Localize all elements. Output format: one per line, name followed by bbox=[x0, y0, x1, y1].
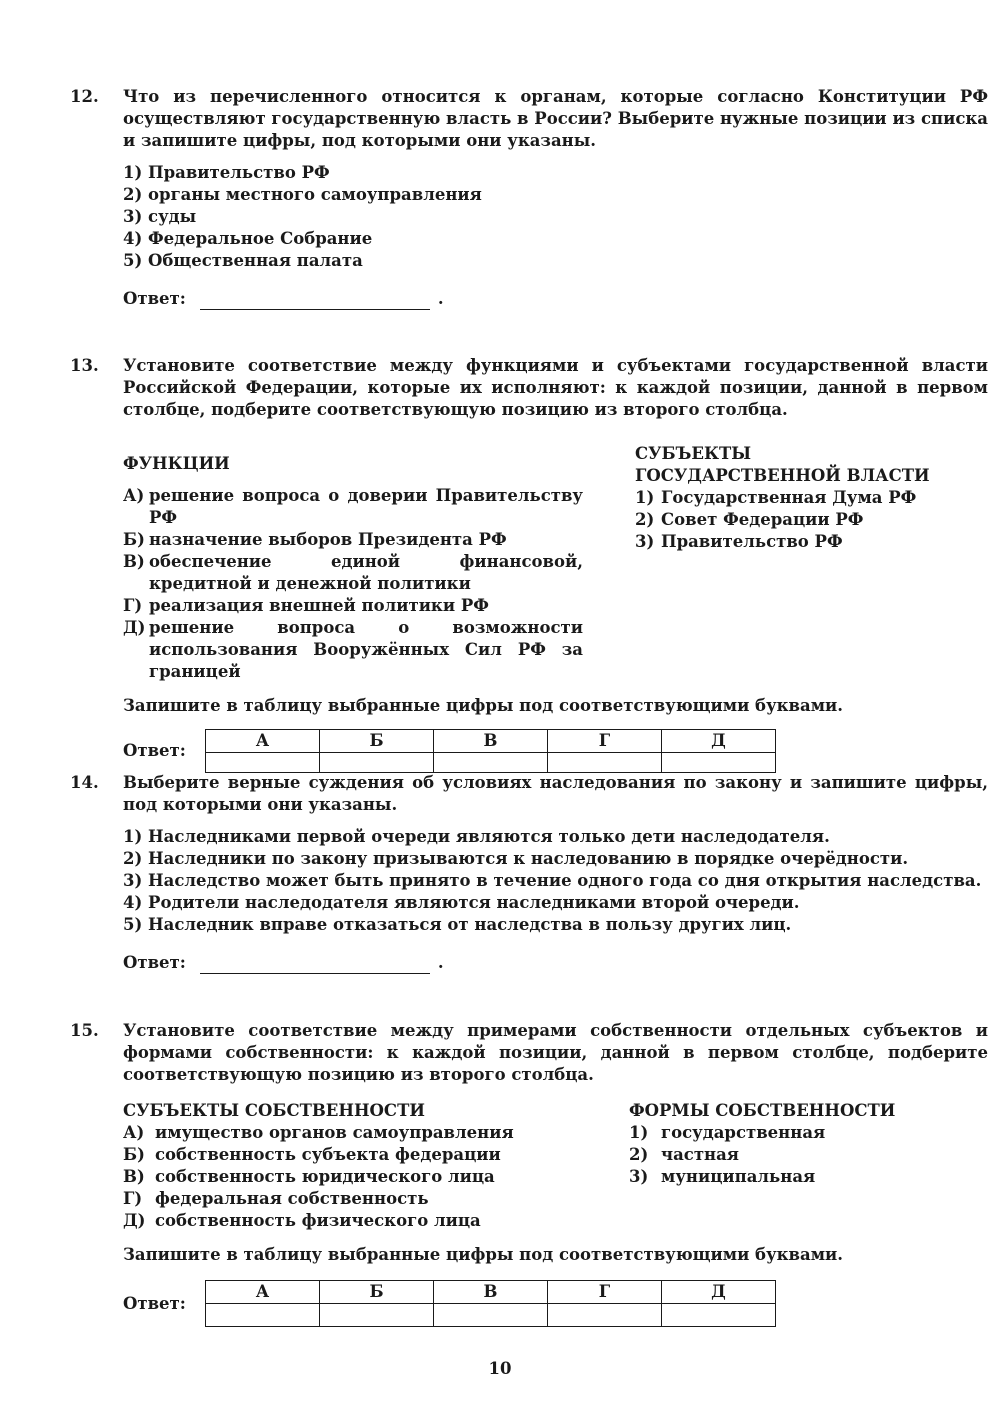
item-text: реализация внешней политики РФ bbox=[149, 596, 489, 615]
item-key: 1) bbox=[635, 488, 655, 507]
item-text: Совет Федерации РФ bbox=[661, 510, 864, 529]
item-text: решение вопроса о возможности использования Вооружённых Сил РФ за границей bbox=[149, 618, 583, 681]
item-key: 2) bbox=[635, 510, 655, 529]
option-item: 3) Наследство может быть принято в течение одного года со дня открытия наследства. bbox=[123, 871, 982, 890]
answer-cell[interactable] bbox=[320, 1304, 434, 1327]
options-list bbox=[123, 162, 988, 272]
table-instruction: Запишите в таблицу выбранные цифры под соответствующими буквами. bbox=[123, 1245, 844, 1264]
answer-cell[interactable] bbox=[434, 1304, 548, 1327]
option-item: 3) суды bbox=[123, 207, 197, 226]
answer-cell[interactable] bbox=[320, 753, 434, 773]
answer-field[interactable] bbox=[200, 291, 430, 310]
task-number: 13. bbox=[70, 356, 99, 375]
column-heading-property-forms: ФОРМЫ СОБСТВЕННОСТИ bbox=[629, 1101, 896, 1120]
task-stem: Что из перечисленного относится к органам, которые согласно Конституции РФ осуществляют государственную власть в России? Выберите нужные позиции из списка и запишите цифры, под которыми они указаны. bbox=[123, 87, 988, 150]
answer-cell[interactable] bbox=[206, 753, 320, 773]
column-heading-subjects: СУБЪЕКТЫ ГОСУДАРСТВЕННОЙ ВЛАСТИ bbox=[635, 444, 930, 485]
column-heading-functions: ФУНКЦИИ bbox=[123, 454, 230, 473]
answer-table-header: Г bbox=[548, 1281, 662, 1304]
answer-cell[interactable] bbox=[548, 1304, 662, 1327]
answer-cell[interactable] bbox=[206, 1304, 320, 1327]
answer-cell[interactable] bbox=[548, 753, 662, 773]
item-text: государственная bbox=[661, 1123, 826, 1142]
item-text: Правительство РФ bbox=[661, 532, 843, 551]
item-key: Г) bbox=[123, 596, 143, 615]
option-item: 5) Общественная палата bbox=[123, 251, 363, 270]
item-key: В) bbox=[123, 1167, 145, 1186]
option-item: 2) Наследники по закону призываются к наследованию в порядке очерёдности. bbox=[123, 849, 909, 868]
answer-table-header: А bbox=[206, 1281, 320, 1304]
answer-label: Ответ: bbox=[123, 953, 186, 972]
answer-table-header: В bbox=[434, 1281, 548, 1304]
options-list bbox=[123, 826, 988, 936]
answer-table-header: Б bbox=[320, 1281, 434, 1304]
table-instruction: Запишите в таблицу выбранные цифры под соответствующими буквами. bbox=[123, 696, 844, 715]
page-number: 10 bbox=[488, 1359, 512, 1378]
answer-table bbox=[205, 729, 776, 773]
item-text: имущество органов самоуправления bbox=[155, 1123, 514, 1142]
answer-table-header: Д bbox=[662, 1281, 776, 1304]
answer-table-header: Д bbox=[662, 730, 776, 753]
task-stem: Установите соответствие между примерами собственности отдельных субъектов и формами собственности: к каждой позиции, данной в первом столбце, подберите соответствующую позицию из второго столбца. bbox=[123, 1021, 988, 1084]
task-number: 12. bbox=[70, 87, 99, 106]
item-key: Д) bbox=[123, 618, 146, 637]
answer-table-header: А bbox=[206, 730, 320, 753]
item-text: частная bbox=[661, 1145, 739, 1164]
item-key: В) bbox=[123, 552, 145, 571]
task-number: 14. bbox=[70, 773, 99, 792]
column-heading-property-subjects: СУБЪЕКТЫ СОБСТВЕННОСТИ bbox=[123, 1101, 425, 1120]
item-key: 2) bbox=[629, 1145, 649, 1164]
option-item: 2) органы местного самоуправления bbox=[123, 185, 482, 204]
item-key: А) bbox=[123, 1123, 145, 1142]
answer-table-header: Г bbox=[548, 730, 662, 753]
item-text: федеральная собственность bbox=[155, 1189, 429, 1208]
answer-cell[interactable] bbox=[662, 753, 776, 773]
task-stem: Выберите верные суждения об условиях наследования по закону и запишите цифры, под которыми они указаны. bbox=[123, 773, 988, 814]
item-text: собственность физического лица bbox=[155, 1211, 481, 1230]
item-key: Б) bbox=[123, 1145, 145, 1164]
answer-table-header: В bbox=[434, 730, 548, 753]
option-item: 5) Наследник вправе отказаться от наследства в пользу других лиц. bbox=[123, 915, 792, 934]
answer-dot: . bbox=[437, 953, 444, 972]
answer-dot: . bbox=[437, 289, 444, 308]
option-item: 1) Наследниками первой очереди являются только дети наследодателя. bbox=[123, 827, 830, 846]
option-item: 4) Федеральное Собрание bbox=[123, 229, 373, 248]
item-key: А) bbox=[123, 486, 145, 505]
answer-label: Ответ: bbox=[123, 289, 186, 308]
task-number: 15. bbox=[70, 1021, 99, 1040]
task-stem: Установите соответствие между функциями и субъектами государственной власти Российской Федерации, которые их исполняют: к каждой позиции, данной в первом столбце, подберите соответствующую позицию из второго столбца. bbox=[123, 356, 988, 419]
item-text: собственность юридического лица bbox=[155, 1167, 495, 1186]
answer-field[interactable] bbox=[200, 955, 430, 974]
option-item: 1) Правительство РФ bbox=[123, 163, 330, 182]
answer-cell[interactable] bbox=[662, 1304, 776, 1327]
option-item: 4) Родители наследодателя являются наследниками второй очереди. bbox=[123, 893, 800, 912]
answer-label: Ответ: bbox=[123, 741, 186, 760]
item-text: муниципальная bbox=[661, 1167, 816, 1186]
item-key: 3) bbox=[629, 1167, 649, 1186]
item-key: Б) bbox=[123, 530, 145, 549]
item-text: назначение выборов Президента РФ bbox=[149, 530, 507, 549]
item-key: 3) bbox=[635, 532, 655, 551]
answer-label: Ответ: bbox=[123, 1293, 186, 1313]
item-text: Государственная Дума РФ bbox=[661, 488, 917, 507]
item-key: 1) bbox=[629, 1123, 649, 1142]
answer-table-header: Б bbox=[320, 730, 434, 753]
answer-table bbox=[205, 1280, 776, 1327]
item-text: собственность субъекта федерации bbox=[155, 1145, 501, 1164]
answer-cell[interactable] bbox=[434, 753, 548, 773]
item-text: обеспечение единой финансовой, кредитной и денежной политики bbox=[149, 552, 583, 593]
item-key: Д) bbox=[123, 1211, 146, 1230]
item-text: решение вопроса о доверии Правительству РФ bbox=[149, 486, 583, 527]
item-key: Г) bbox=[123, 1189, 143, 1208]
